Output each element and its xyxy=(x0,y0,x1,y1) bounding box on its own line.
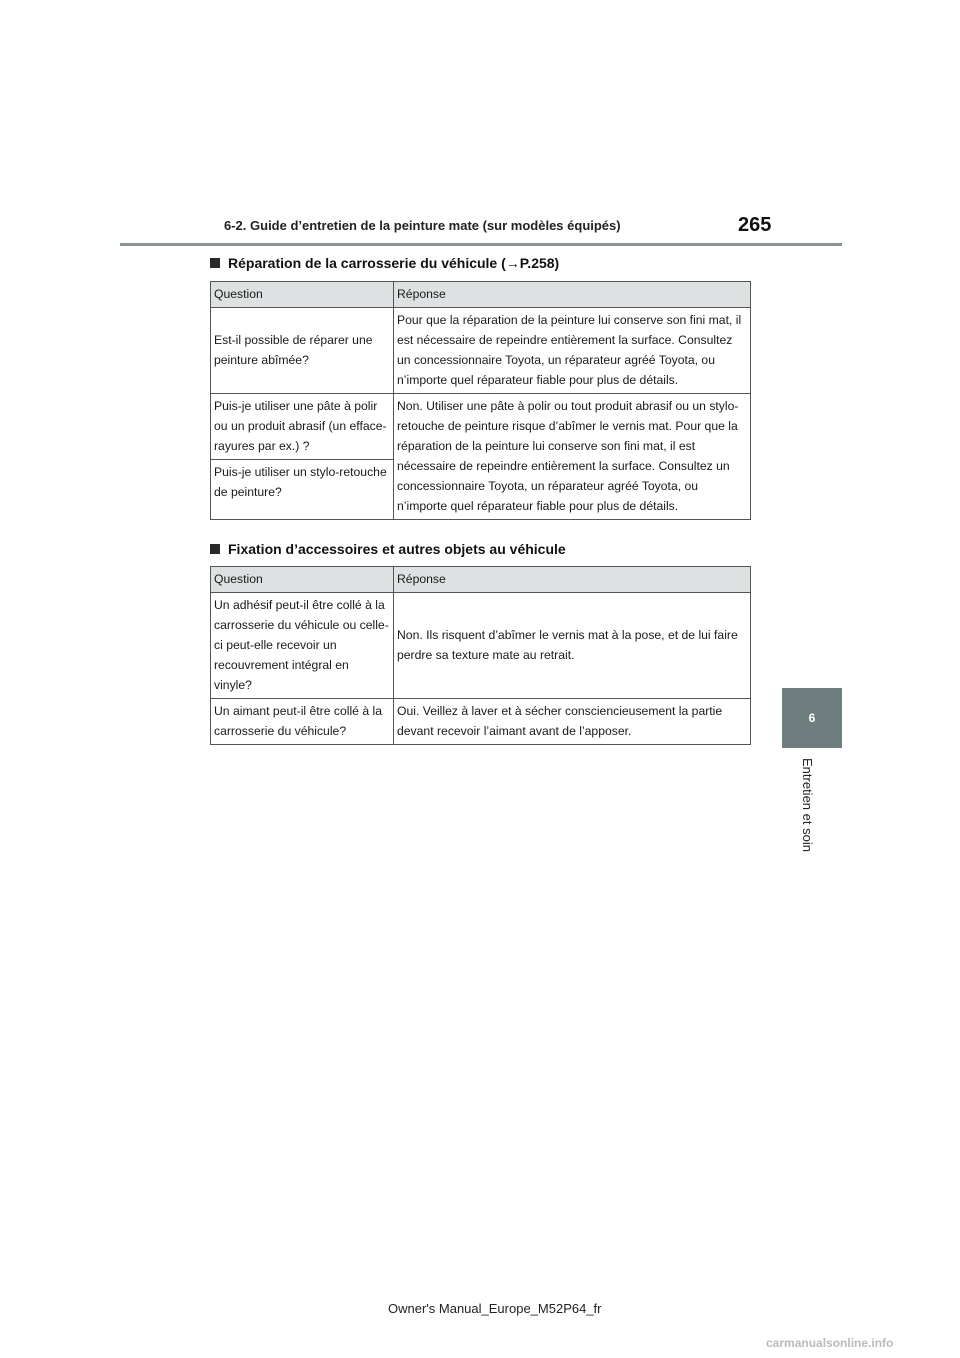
table-header-row xyxy=(211,567,751,593)
question-cell: Puis-je utiliser un stylo-retouche de peinture? xyxy=(211,460,394,520)
column-header-question: Question xyxy=(211,567,394,593)
square-bullet-icon xyxy=(210,258,220,268)
faq-table-accessories xyxy=(210,566,751,745)
answer-cell: Oui. Veillez à laver et à sécher consciencieusement la partie devant recevoir l’aimant avant de l’apposer. xyxy=(394,699,751,745)
header-rule xyxy=(120,243,842,246)
square-bullet-icon xyxy=(210,544,220,554)
header-section-title: 6-2. Guide d’entretien de la peinture mate (sur modèles équipés) xyxy=(224,218,621,233)
question-cell: Puis-je utiliser une pâte à polir ou un produit abrasif (un efface-rayures par ex.) ? xyxy=(211,394,394,460)
footer-manual-id: Owner's Manual_Europe_M52P64_fr xyxy=(388,1301,602,1316)
chapter-tab: 6 xyxy=(782,688,842,748)
section-heading-text: Réparation de la carrosserie du véhicule (→P.258) xyxy=(228,255,560,271)
table-row xyxy=(211,593,751,699)
watermark-text: carmanualsonline.info xyxy=(766,1336,894,1350)
question-cell: Un adhésif peut-il être collé à la carrosserie du véhicule ou celle-ci peut-elle recevoir un recouvrement intégral en vinyle? xyxy=(211,593,394,699)
section-heading-text: Fixation d’accessoires et autres objets au véhicule xyxy=(228,541,566,557)
chapter-title: Entretien et soin xyxy=(800,758,815,852)
answer-cell: Pour que la réparation de la peinture lui conserve son fini mat, il est nécessaire de repeindre entièrement la surface. Consultez un concessionnaire Toyota, un réparateur agréé Toyota, ou n’importe quel réparateur fiable pour plus de détails. xyxy=(394,308,751,394)
column-header-question: Question xyxy=(211,282,394,308)
section-heading-repair xyxy=(210,255,559,271)
answer-cell: Non. Ils risquent d’abîmer le vernis mat à la pose, et de lui faire perdre sa texture mate au retrait. xyxy=(394,593,751,699)
column-header-answer: Réponse xyxy=(394,567,751,593)
question-cell: Est-il possible de réparer une peinture abîmée? xyxy=(211,308,394,394)
page-number: 265 xyxy=(738,214,772,236)
answer-cell-merged: Non. Utiliser une pâte à polir ou tout produit abrasif ou un stylo-retouche de peinture risque d’abîmer le vernis mat. Pour que la réparation de la peinture lui conserve son fini mat, il est nécessaire de repeindre entièrement la surface. Consultez un concessionnaire Toyota, un réparateur agréé Toyota, ou n’importe quel réparateur fiable pour plus de détails. xyxy=(394,394,751,520)
table-header-row xyxy=(211,282,751,308)
section-heading-accessories xyxy=(210,541,566,557)
question-cell: Un aimant peut-il être collé à la carrosserie du véhicule? xyxy=(211,699,394,745)
column-header-answer: Réponse xyxy=(394,282,751,308)
table-row xyxy=(211,308,751,394)
table-row xyxy=(211,394,751,460)
faq-table-repair xyxy=(210,281,751,520)
table-row xyxy=(211,699,751,745)
